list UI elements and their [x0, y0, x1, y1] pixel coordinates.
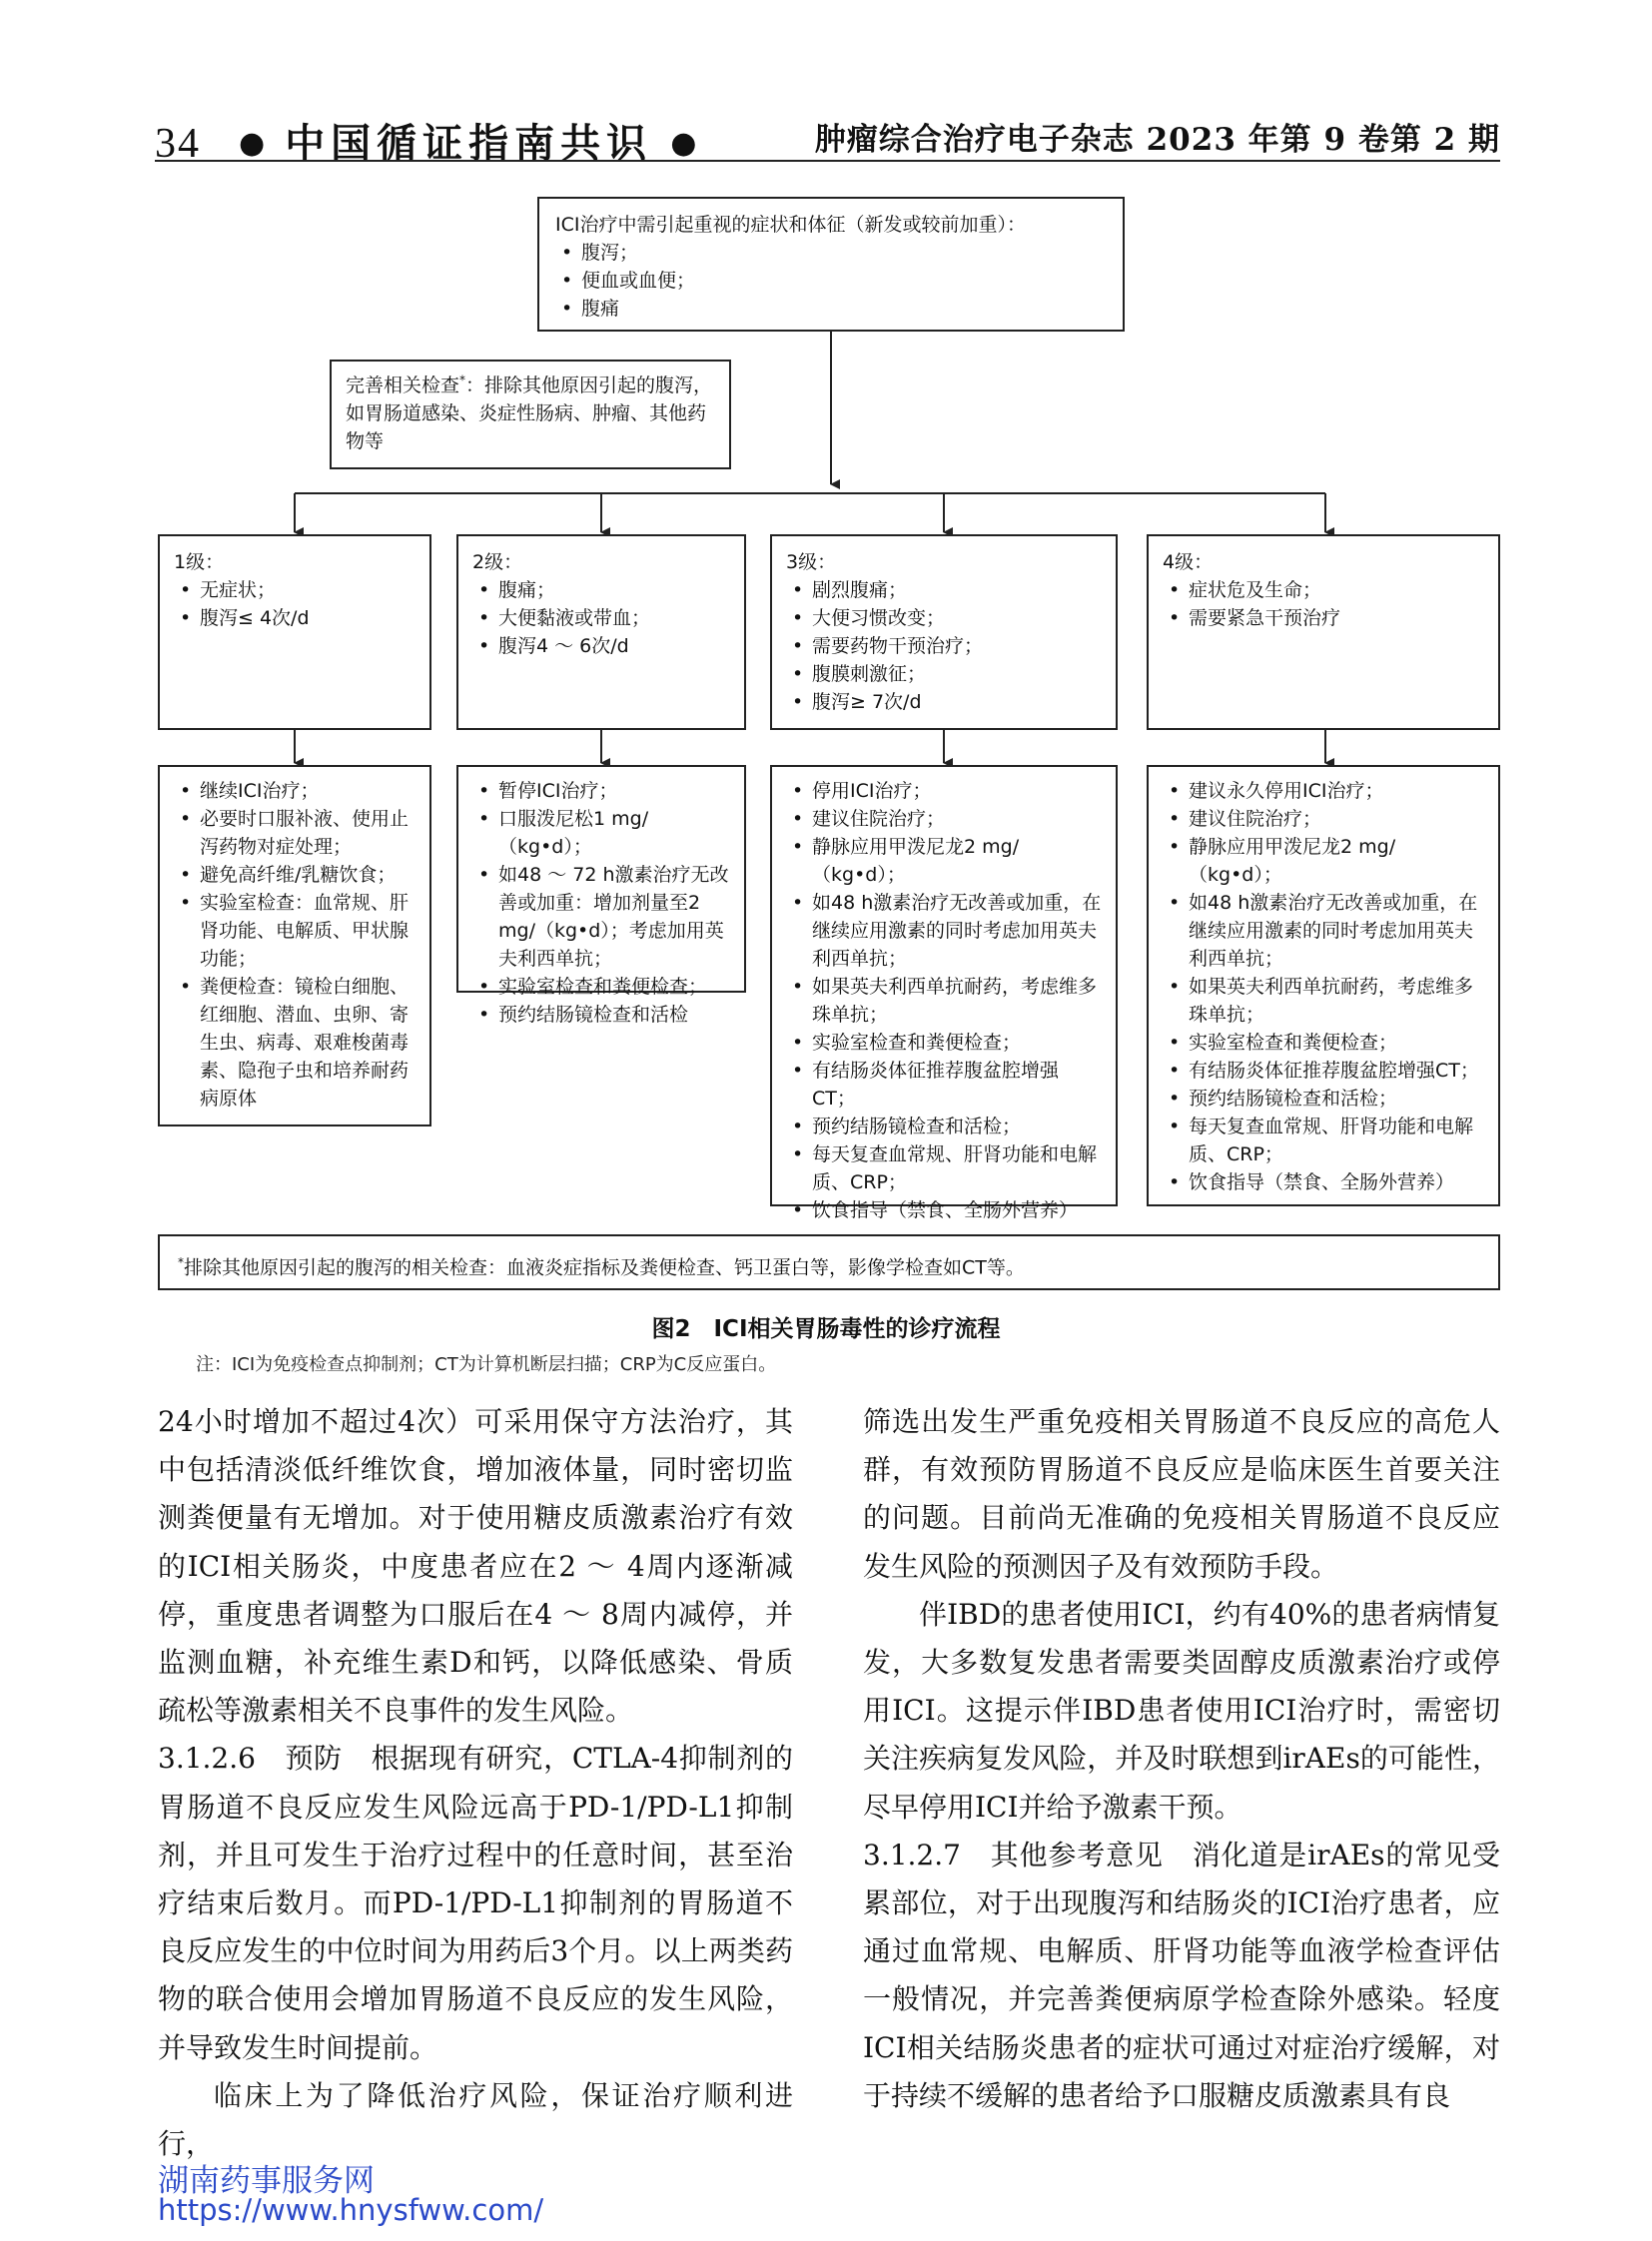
list-item: • 便血或血便； [555, 267, 1107, 295]
grade-1-box [158, 534, 431, 730]
symptoms-list [555, 239, 1107, 323]
paragraph: 伴IBD的患者使用ICI，约有40%的患者病情复发，大多数复发患者需要类固醇皮质激素治疗或停用ICI。这提示伴IBD患者使用ICI治疗时，需密切关注疾病复发风险，并及时联想到irAEs的可能性，尽早停用ICI并给予激素干预。 [863, 1597, 1500, 1824]
flowchart-footnote-box [158, 1234, 1500, 1290]
running-header-left: 34 ● 中国循证指南共识 ● [155, 120, 699, 167]
list-item: • 需要药物干预治疗； [786, 632, 1102, 660]
grade-title: 4级： [1163, 551, 1214, 573]
list-item: • 预约结肠镜检查和活检； [786, 1113, 1102, 1140]
list-item: • 实验室检查：血常规、肝肾功能、电解质、甲状腺功能； [174, 889, 415, 973]
list-item: • 有结肠炎体征推荐腹盆腔增强CT； [1163, 1057, 1484, 1085]
list-item: • 粪便检查：镜检白细胞、红细胞、潜血、虫卵、寄生虫、病毒、艰难梭菌毒素、隐孢子虫和培养耐药病原体 [174, 973, 415, 1113]
list-item: • 避免高纤维/乳糖饮食； [174, 861, 415, 889]
figure-note: 注：ICI为免疫检查点抑制剂；CT为计算机断层扫描；CRP为C反应蛋白。 [196, 1354, 777, 1375]
check-text-after: ：排除其他原因引起的腹泻，如胃肠道感染、炎症性肠病、肿瘤、其他药物等 [346, 374, 713, 452]
paragraph: 临床上为了降低治疗风险，保证治疗顺利进行， [158, 2078, 793, 2161]
grade-2-management-box [456, 765, 746, 1026]
exclusion-check-box [330, 360, 731, 469]
list-item: • 腹泻4 ～ 6次/d [472, 632, 730, 660]
list-item: • 实验室检查和粪便检查； [786, 1029, 1102, 1057]
list-item: • 实验室检查和粪便检查； [472, 973, 730, 1001]
list-item: • 建议住院治疗； [786, 805, 1102, 833]
grade-title: 3级： [786, 551, 837, 573]
list-item: • 口服泼尼松1 mg/（kg•d）； [472, 805, 730, 861]
list-item: • 暂停ICI治疗； [472, 777, 730, 805]
watermark-site-name: 湖南药事服务网 [158, 2163, 375, 2199]
journal-info: 肿瘤综合治疗电子杂志 2023 年第 9 卷第 2 期 [814, 122, 1500, 158]
list-item: • 如48 h激素治疗无改善或加重，在继续应用激素的同时考虑加用英夫利西单抗； [786, 889, 1102, 973]
paragraph: 3.1.2.7 其他参考意见 消化道是irAEs的常见受累部位，对于出现腹泻和结肠炎的ICI治疗患者，应通过血常规、电解质、肝肾功能等血液学检查评估一般情况，并完善粪便病原学检查除外感染。轻度ICI相关结肠炎患者的症状可通过对症治疗缓解，对于持续不缓解的患者给予口服糖皮质激素具有良 [863, 1838, 1500, 2112]
list-item: • 预约结肠镜检查和活检； [1163, 1085, 1484, 1113]
list-item: • 静脉应用甲泼尼龙2 mg/（kg•d）； [786, 833, 1102, 889]
page-number: 34 [155, 121, 201, 167]
list-item: • 每天复查血常规、肝肾功能和电解质、CRP； [786, 1140, 1102, 1196]
list-item: • 建议永久停用ICI治疗； [1163, 777, 1484, 805]
list-item: • 腹痛 [555, 295, 1107, 323]
list-item: • 实验室检查和粪便检查； [1163, 1029, 1484, 1057]
grade-title: 1级： [174, 551, 225, 573]
paragraph: 24小时增加不超过4次）可采用保守方法治疗，其中包括清淡低纤维饮食，增加液体量，同时密切监测粪便量有无增加。对于使用糖皮质激素治疗有效的ICI相关肠炎，中度患者应在2 ～ 4周内逐渐减停，重度患者调整为口服后在4 ～ 8周内减停，并监测血糖，补充维生素D和钙，以降低感染、骨质疏松等激素相关不良事件的发生风险。 [158, 1405, 793, 1728]
watermark-url[interactable]: https://www.hnysfww.com/ [158, 2193, 544, 2227]
list-item: • 建议住院治疗； [1163, 805, 1484, 833]
paragraph: 筛选出发生严重免疫相关胃肠道不良反应的高危人群，有效预防胃肠道不良反应是临床医生首要关注的问题。目前尚无准确的免疫相关胃肠道不良反应发生风险的预测因子及有效预防手段。 [863, 1405, 1500, 1583]
list-item: • 饮食指导（禁食、全肠外营养） [1163, 1168, 1484, 1196]
list-item: • 继续ICI治疗； [174, 777, 415, 805]
footnote-text: 排除其他原因引起的腹泻的相关检查：血液炎症指标及粪便检查、钙卫蛋白等，影像学检查如CT等。 [184, 1256, 1025, 1279]
list-item: • 停用ICI治疗； [786, 777, 1102, 805]
list-item: • 症状危及生命； [1163, 576, 1484, 604]
list-item: • 大便习惯改变； [786, 604, 1102, 632]
list-item: • 必要时口服补液、使用止泻药物对症处理； [174, 805, 415, 861]
list-item: • 腹膜刺激征； [786, 660, 1102, 688]
grade-3-management-box [770, 765, 1118, 1221]
grade-4-management-box [1147, 765, 1500, 1206]
grade-1-management-box [158, 765, 431, 1126]
list-item: • 腹泻≤ 4次/d [174, 604, 415, 632]
list-item: • 腹泻≥ 7次/d [786, 688, 1102, 716]
grade-3-box [770, 534, 1118, 730]
symptoms-box [537, 197, 1125, 332]
grade-2-box [456, 534, 746, 730]
list-item: • 需要紧急干预治疗 [1163, 604, 1484, 632]
list-item: • 腹泻； [555, 239, 1107, 267]
footnote-marker: * [459, 373, 466, 387]
footnote-marker: * [178, 1255, 184, 1269]
body-column-right [863, 1398, 1500, 2120]
list-item: • 无症状； [174, 576, 415, 604]
body-column-left [158, 1398, 793, 2168]
list-item: • 如48 ～ 72 h激素治疗无改善或加重：增加剂量至2 mg/（kg•d）；考虑加用英夫利西单抗； [472, 861, 730, 973]
list-item: • 大便黏液或带血； [472, 604, 730, 632]
symptoms-title: ICI治疗中需引起重视的症状和体征（新发或较前加重）： [555, 214, 1026, 236]
check-text-before: 完善相关检查 [346, 374, 460, 396]
journal-column: 中国循证指南共识 [285, 120, 653, 167]
list-item: • 腹痛； [472, 576, 730, 604]
list-item: • 如48 h激素治疗无改善或加重，在继续应用激素的同时考虑加用英夫利西单抗； [1163, 889, 1484, 973]
list-item: • 预约结肠镜检查和活检 [472, 1001, 730, 1029]
list-item: • 如果英夫利西单抗耐药，考虑维多珠单抗； [1163, 973, 1484, 1029]
paragraph: 3.1.2.6 预防 根据现有研究，CTLA-4抑制剂的胃肠道不良反应发生风险远高于PD-1/PD-L1抑制剂，并且可发生于治疗过程中的任意时间，甚至治疗结束后数月。而PD-1/PD-L1抑制剂的胃肠道不良反应发生的中位时间为用药后3个月。以上两类药物的联合使用会增加胃肠道不良反应的发生风险，并导致发生时间提前。 [158, 1742, 793, 2064]
list-item: • 如果英夫利西单抗耐药，考虑维多珠单抗； [786, 973, 1102, 1029]
list-item: • 每天复查血常规、肝肾功能和电解质、CRP； [1163, 1113, 1484, 1168]
list-item: • 剧烈腹痛； [786, 576, 1102, 604]
grade-title: 2级： [472, 551, 523, 573]
list-item: • 有结肠炎体征推荐腹盆腔增强CT； [786, 1057, 1102, 1113]
list-item: • 静脉应用甲泼尼龙2 mg/（kg•d）； [1163, 833, 1484, 889]
grade-4-box [1147, 534, 1500, 730]
figure-title: 图2 ICI相关胃肠毒性的诊疗流程 [651, 1316, 1001, 1342]
list-item: • 饮食指导（禁食、全肠外营养） [786, 1196, 1102, 1224]
